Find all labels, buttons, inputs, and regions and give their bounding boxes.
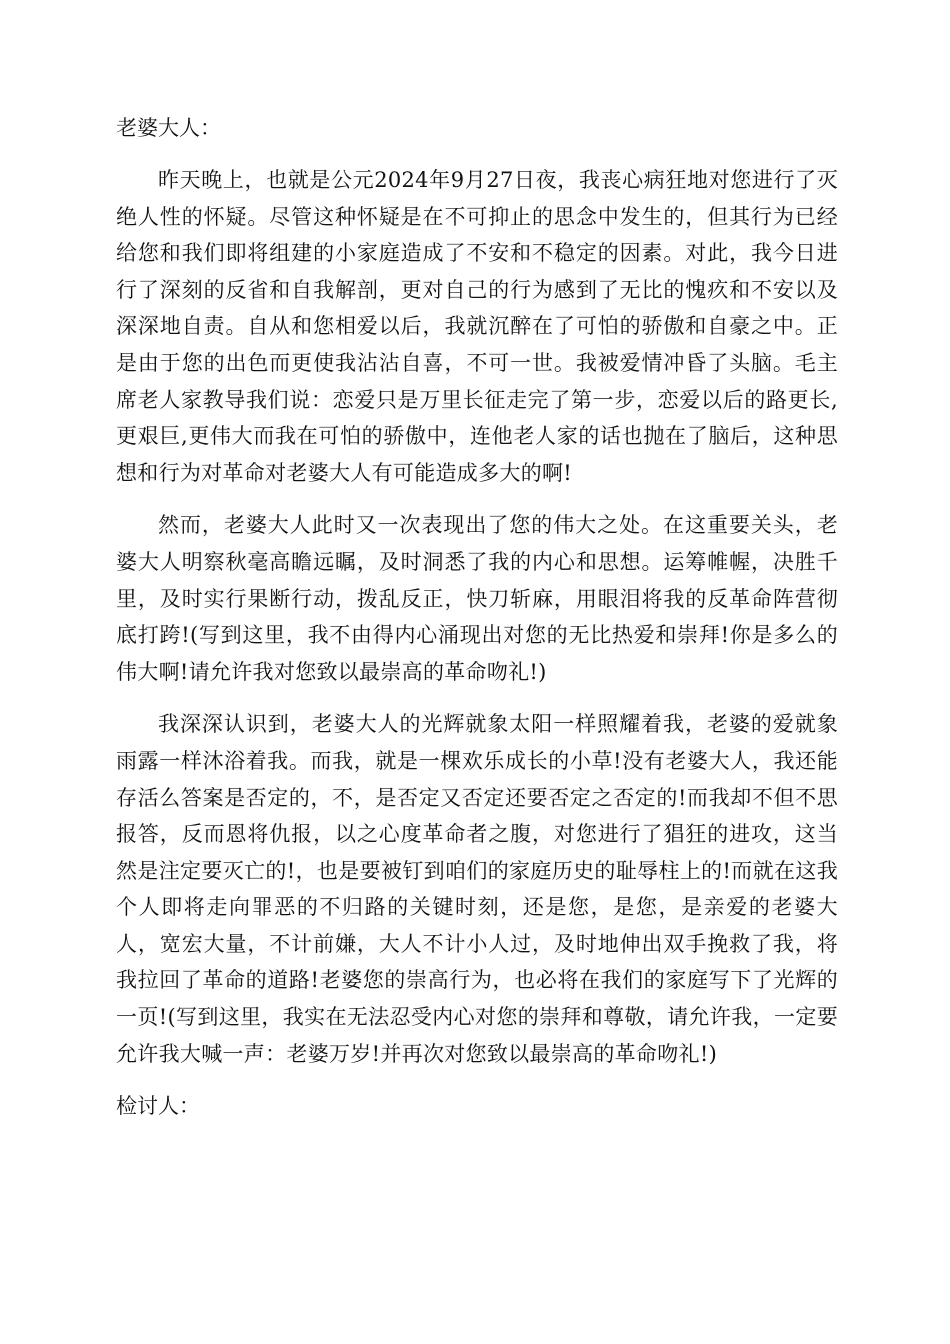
letter-paragraph-3: 我深深认识到，老婆大人的光辉就象太阳一样照耀着我，老婆的爱就象雨露一样沐浴着我。而我，就是一棵欢乐成长的小草!没有老婆大人，我还能存活么答案是否定的，不，是否定又否定还要否定之否定的!而我却不但不思报答，反而恩将仇报，以之心度革命者之腹，对您进行了猖狂的进攻，这当然是注定要灭亡的!，也是要被钉到咱们的家庭历史的耻辱柱上的!而就在这我个人即将走向罪恶的不归路的关键时刻，还是您，是您，是亲爱的老婆大人，宽宏大量，不计前嫌，大人不计小人过，及时地伸出双手挽救了我，将我拉回了革命的道路!老婆您的崇高行为，也必将在我们的家庭写下了光辉的一页!(写到这里，我实在无法忍受内心对您的崇拜和尊敬，请允许我，一定要允许我大喊一声：老婆万岁!并再次对您致以最崇高的革命吻礼!) — [116, 712, 838, 1066]
letter-paragraph-1: 昨天晚上，也就是公元2024年9月27日夜，我丧心病狂地对您进行了灭绝人性的怀疑。尽管这种怀疑是在不可抑止的思念中发生的，但其行为已经给您和我们即将组建的小家庭造成了不安和不稳定的因素。对此，我今日进行了深刻的反省和自我解剖，更对自己的行为感到了无比的愧疚和不安以及深深地自责。自从和您相爱以后，我就沉醉在了可怕的骄傲和自豪之中。正是由于您的出色而更使我沾沾自喜，不可一世。我被爱情冲昏了头脑。毛主席老人家教导我们说：恋爱只是万里长征走完了第一步，恋爱以后的路更长,更艰巨,更伟大而我在可怕的骄傲中，连他老人家的话也抛在了脑后，这种思想和行为对革命对老婆大人有可能造成多大的啊! — [116, 168, 838, 485]
letter-paragraph-2: 然而，老婆大人此时又一次表现出了您的伟大之处。在这重要关头，老婆大人明察秋毫高瞻远瞩，及时洞悉了我的内心和思想。运筹帷幄，决胜千里，及时实行果断行动，拨乱反正，快刀斩麻，用眼泪将我的反革命阵营彻底打跨!(写到这里，我不由得内心涌现出对您的无比热爱和崇拜!你是多么的伟大啊!请允许我对您致以最崇高的革命吻礼!) — [116, 513, 838, 684]
letter-salutation: 老婆大人： — [116, 116, 221, 140]
letter-page — [116, 110, 838, 1124]
letter-signoff: 检讨人： — [116, 1094, 200, 1119]
